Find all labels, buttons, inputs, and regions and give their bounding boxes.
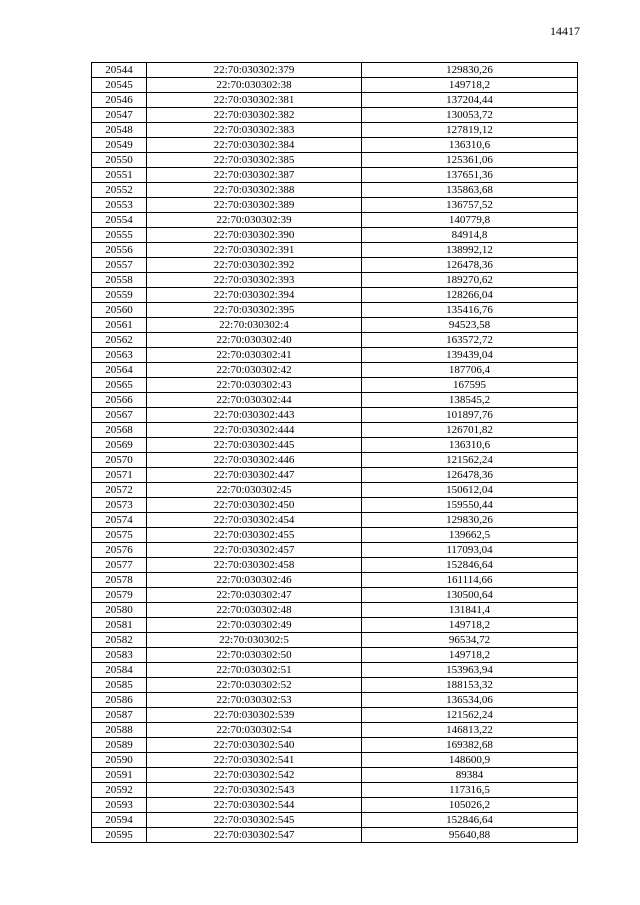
cadastral-number-cell: 22:70:030302:542 [147,768,362,783]
table-row [92,483,578,498]
row-number-cell: 20559 [92,288,147,303]
cadastral-value-cell: 131841,4 [362,603,578,618]
cadastral-value-cell: 138545,2 [362,393,578,408]
cadastral-number-cell: 22:70:030302:379 [147,63,362,78]
table-row [92,108,578,123]
row-number-cell: 20578 [92,573,147,588]
cadastral-value-cell: 89384 [362,768,578,783]
table-row [92,678,578,693]
cadastral-number-cell: 22:70:030302:393 [147,273,362,288]
cadastral-number-cell: 22:70:030302:381 [147,93,362,108]
cadastral-number-cell: 22:70:030302:395 [147,303,362,318]
table-body [92,63,578,843]
table-row [92,378,578,393]
table-row [92,813,578,828]
cadastral-number-cell: 22:70:030302:52 [147,678,362,693]
table-row [92,738,578,753]
table-row [92,243,578,258]
cadastral-value-cell: 153963,94 [362,663,578,678]
row-number-cell: 20564 [92,363,147,378]
cadastral-number-cell: 22:70:030302:39 [147,213,362,228]
table-row [92,453,578,468]
row-number-cell: 20582 [92,633,147,648]
row-number-cell: 20576 [92,543,147,558]
row-number-cell: 20568 [92,423,147,438]
row-number-cell: 20589 [92,738,147,753]
cadastral-value-cell: 149718,2 [362,648,578,663]
cadastral-number-cell: 22:70:030302:48 [147,603,362,618]
cadastral-number-cell: 22:70:030302:454 [147,513,362,528]
cadastral-value-cell: 117093,04 [362,543,578,558]
row-number-cell: 20567 [92,408,147,423]
table-row [92,228,578,243]
row-number-cell: 20545 [92,78,147,93]
row-number-cell: 20566 [92,393,147,408]
cadastral-number-cell: 22:70:030302:42 [147,363,362,378]
row-number-cell: 20556 [92,243,147,258]
table-row [92,558,578,573]
table-row [92,723,578,738]
row-number-cell: 20557 [92,258,147,273]
cadastral-number-cell: 22:70:030302:394 [147,288,362,303]
cadastral-value-cell: 129830,26 [362,513,578,528]
row-number-cell: 20575 [92,528,147,543]
cadastral-number-cell: 22:70:030302:41 [147,348,362,363]
cadastral-number-cell: 22:70:030302:391 [147,243,362,258]
cadastral-number-cell: 22:70:030302:543 [147,783,362,798]
cadastral-value-cell: 136310,6 [362,438,578,453]
table-row [92,153,578,168]
row-number-cell: 20551 [92,168,147,183]
cadastral-number-cell: 22:70:030302:38 [147,78,362,93]
cadastral-number-cell: 22:70:030302:40 [147,333,362,348]
row-number-cell: 20548 [92,123,147,138]
cadastral-value-cell: 152846,64 [362,558,578,573]
cadastral-value-cell: 137651,36 [362,168,578,183]
row-number-cell: 20562 [92,333,147,348]
cadastral-value-cell: 161114,66 [362,573,578,588]
row-number-cell: 20544 [92,63,147,78]
cadastral-number-cell: 22:70:030302:53 [147,693,362,708]
cadastral-value-cell: 137204,44 [362,93,578,108]
cadastral-value-cell: 149718,2 [362,618,578,633]
table-row [92,393,578,408]
cadastral-value-cell: 188153,32 [362,678,578,693]
cadastral-number-cell: 22:70:030302:46 [147,573,362,588]
cadastral-number-cell: 22:70:030302:390 [147,228,362,243]
cadastral-value-cell: 139439,04 [362,348,578,363]
table-row [92,828,578,843]
cadastral-value-cell: 126701,82 [362,423,578,438]
page-number: 14417 [550,24,580,38]
cadastral-value-cell: 101897,76 [362,408,578,423]
row-number-cell: 20565 [92,378,147,393]
cadastral-value-cell: 128266,04 [362,288,578,303]
cadastral-value-cell: 126478,36 [362,468,578,483]
cadastral-value-cell: 105026,2 [362,798,578,813]
cadastral-number-cell: 22:70:030302:54 [147,723,362,738]
row-number-cell: 20592 [92,783,147,798]
table-row [92,573,578,588]
row-number-cell: 20572 [92,483,147,498]
cadastral-value-cell: 159550,44 [362,498,578,513]
cadastral-number-cell: 22:70:030302:49 [147,618,362,633]
table-row [92,708,578,723]
row-number-cell: 20577 [92,558,147,573]
row-number-cell: 20594 [92,813,147,828]
row-number-cell: 20583 [92,648,147,663]
cadastral-value-cell: 95640,88 [362,828,578,843]
row-number-cell: 20561 [92,318,147,333]
table-row [92,513,578,528]
cadastral-value-cell: 136757,52 [362,198,578,213]
cadastral-number-cell: 22:70:030302:43 [147,378,362,393]
row-number-cell: 20588 [92,723,147,738]
row-number-cell: 20554 [92,213,147,228]
cadastral-number-cell: 22:70:030302:545 [147,813,362,828]
table-row [92,123,578,138]
cadastral-value-cell: 140779,8 [362,213,578,228]
table-row [92,648,578,663]
row-number-cell: 20569 [92,438,147,453]
table-row [92,198,578,213]
cadastral-number-cell: 22:70:030302:382 [147,108,362,123]
cadastral-number-cell: 22:70:030302:541 [147,753,362,768]
cadastral-value-cell: 130053,72 [362,108,578,123]
cadastral-value-table [91,62,578,843]
table-row [92,93,578,108]
table-row [92,768,578,783]
cadastral-value-cell: 127819,12 [362,123,578,138]
cadastral-value-cell: 121562,24 [362,708,578,723]
cadastral-number-cell: 22:70:030302:540 [147,738,362,753]
cadastral-number-cell: 22:70:030302:446 [147,453,362,468]
cadastral-value-cell: 169382,68 [362,738,578,753]
cadastral-number-cell: 22:70:030302:455 [147,528,362,543]
table-row [92,798,578,813]
cadastral-value-cell: 150612,04 [362,483,578,498]
table-row [92,693,578,708]
cadastral-value-cell: 126478,36 [362,258,578,273]
row-number-cell: 20563 [92,348,147,363]
cadastral-number-cell: 22:70:030302:4 [147,318,362,333]
table-row [92,423,578,438]
cadastral-number-cell: 22:70:030302:458 [147,558,362,573]
table-row [92,528,578,543]
row-number-cell: 20558 [92,273,147,288]
row-number-cell: 20584 [92,663,147,678]
row-number-cell: 20571 [92,468,147,483]
cadastral-value-cell: 84914,8 [362,228,578,243]
cadastral-number-cell: 22:70:030302:392 [147,258,362,273]
cadastral-value-cell: 136534,06 [362,693,578,708]
table-row [92,303,578,318]
table-row [92,63,578,78]
table-row [92,183,578,198]
row-number-cell: 20550 [92,153,147,168]
row-number-cell: 20552 [92,183,147,198]
row-number-cell: 20587 [92,708,147,723]
table-row [92,333,578,348]
row-number-cell: 20555 [92,228,147,243]
cadastral-value-cell: 138992,12 [362,243,578,258]
table-row [92,258,578,273]
row-number-cell: 20560 [92,303,147,318]
table-row [92,78,578,93]
cadastral-number-cell: 22:70:030302:47 [147,588,362,603]
cadastral-value-cell: 135863,68 [362,183,578,198]
cadastral-number-cell: 22:70:030302:5 [147,633,362,648]
row-number-cell: 20547 [92,108,147,123]
row-number-cell: 20574 [92,513,147,528]
table-row [92,543,578,558]
cadastral-value-cell: 167595 [362,378,578,393]
cadastral-value-cell: 187706,4 [362,363,578,378]
cadastral-value-cell: 125361,06 [362,153,578,168]
row-number-cell: 20586 [92,693,147,708]
table-row [92,603,578,618]
row-number-cell: 20581 [92,618,147,633]
table-row [92,633,578,648]
table-row [92,468,578,483]
row-number-cell: 20570 [92,453,147,468]
cadastral-number-cell: 22:70:030302:450 [147,498,362,513]
cadastral-value-cell: 152846,64 [362,813,578,828]
cadastral-number-cell: 22:70:030302:384 [147,138,362,153]
table-row [92,438,578,453]
cadastral-number-cell: 22:70:030302:445 [147,438,362,453]
cadastral-number-cell: 22:70:030302:50 [147,648,362,663]
table-row [92,753,578,768]
table-row [92,408,578,423]
row-number-cell: 20585 [92,678,147,693]
table-row [92,348,578,363]
table-row [92,318,578,333]
table-row [92,273,578,288]
row-number-cell: 20549 [92,138,147,153]
cadastral-number-cell: 22:70:030302:45 [147,483,362,498]
cadastral-value-cell: 189270,62 [362,273,578,288]
cadastral-number-cell: 22:70:030302:443 [147,408,362,423]
cadastral-value-cell: 148600,9 [362,753,578,768]
cadastral-value-cell: 96534,72 [362,633,578,648]
cadastral-value-cell: 117316,5 [362,783,578,798]
table-row [92,783,578,798]
row-number-cell: 20573 [92,498,147,513]
row-number-cell: 20590 [92,753,147,768]
cadastral-number-cell: 22:70:030302:388 [147,183,362,198]
row-number-cell: 20546 [92,93,147,108]
table-row [92,588,578,603]
cadastral-number-cell: 22:70:030302:544 [147,798,362,813]
cadastral-number-cell: 22:70:030302:385 [147,153,362,168]
cadastral-value-cell: 135416,76 [362,303,578,318]
cadastral-number-cell: 22:70:030302:389 [147,198,362,213]
table-row [92,213,578,228]
row-number-cell: 20595 [92,828,147,843]
cadastral-number-cell: 22:70:030302:539 [147,708,362,723]
row-number-cell: 20553 [92,198,147,213]
table-row [92,663,578,678]
cadastral-number-cell: 22:70:030302:387 [147,168,362,183]
cadastral-value-cell: 146813,22 [362,723,578,738]
cadastral-number-cell: 22:70:030302:457 [147,543,362,558]
row-number-cell: 20579 [92,588,147,603]
cadastral-value-cell: 163572,72 [362,333,578,348]
cadastral-number-cell: 22:70:030302:547 [147,828,362,843]
cadastral-value-cell: 129830,26 [362,63,578,78]
row-number-cell: 20580 [92,603,147,618]
cadastral-number-cell: 22:70:030302:383 [147,123,362,138]
table-row [92,363,578,378]
table-row [92,498,578,513]
cadastral-number-cell: 22:70:030302:51 [147,663,362,678]
cadastral-value-cell: 139662,5 [362,528,578,543]
table-row [92,288,578,303]
row-number-cell: 20593 [92,798,147,813]
table-row [92,168,578,183]
cadastral-value-cell: 149718,2 [362,78,578,93]
cadastral-value-cell: 121562,24 [362,453,578,468]
cadastral-number-cell: 22:70:030302:44 [147,393,362,408]
cadastral-value-cell: 136310,6 [362,138,578,153]
table-row [92,618,578,633]
row-number-cell: 20591 [92,768,147,783]
cadastral-value-cell: 94523,58 [362,318,578,333]
cadastral-value-cell: 130500,64 [362,588,578,603]
cadastral-number-cell: 22:70:030302:444 [147,423,362,438]
cadastral-number-cell: 22:70:030302:447 [147,468,362,483]
table-row [92,138,578,153]
